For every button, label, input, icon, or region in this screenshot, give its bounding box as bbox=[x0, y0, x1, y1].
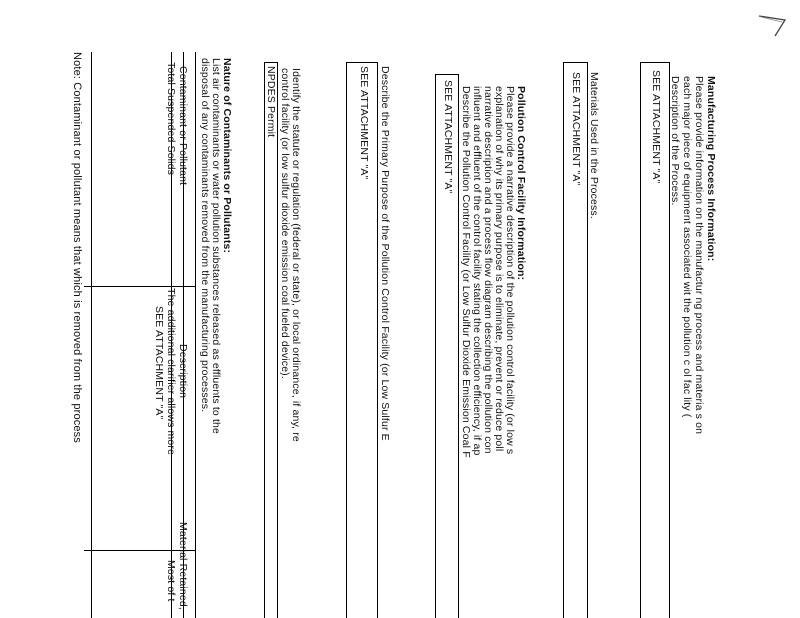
table-bottom-border bbox=[91, 52, 92, 618]
table-attachment-note: SEE ATTACHMENT "A" bbox=[153, 306, 165, 420]
table-cell-description: The additional clarifier allows more bbox=[165, 288, 177, 456]
statute-box bbox=[264, 62, 278, 618]
manufacturing-instruction-3: Description of the Process. bbox=[669, 76, 681, 206]
pollution-control-instruction-1: Please provide a narrative description of the pollution control facility (or low s bbox=[504, 86, 516, 455]
manufacturing-instruction-2: each major piece of equipment associated wit the pollution c ol fac lity ( bbox=[681, 76, 693, 418]
pollution-control-instruction-2: explanation of why its primary purpose is to eliminate, prevent or reduce poll bbox=[493, 86, 505, 452]
pollution-control-instruction-4: influent and effluent of the control facility stating the collection efficiency, if ap bbox=[471, 86, 483, 456]
contaminants-instruction-1: List air contaminants or water pollution substances released as effluents to the bbox=[210, 58, 222, 435]
table-cell-contaminant: Total Suspended Solids bbox=[165, 62, 177, 176]
statute-answer: NPDES Permit bbox=[265, 66, 277, 138]
table-column-divider-1 bbox=[84, 286, 196, 287]
materials-label: Materials Used in the Process. bbox=[588, 72, 600, 219]
pollution-control-answer: SEE ATTACHMENT "A" bbox=[442, 80, 454, 194]
contaminant-definition-note: Note: Contaminant or pollutant means that which is removed from the process bbox=[71, 52, 83, 443]
manufacturing-instruction-1: Please provide information on the manufactur ng process and materia s on bbox=[693, 76, 705, 435]
table-header-contaminant: Contaminant or Pollutant bbox=[177, 66, 189, 186]
pollution-control-instruction-3: narrative description and a process flow diagram describing the pollution con bbox=[482, 86, 494, 454]
table-cell-material-retained: Most of t bbox=[165, 560, 177, 602]
pollution-control-instruction-5: Describe the Pollution Control Facility (or Low Sulfur Dioxide Emission Coal F bbox=[460, 86, 472, 458]
contaminants-instruction-2: disposal of any contaminants removed from the manufacturing processes. bbox=[199, 58, 211, 413]
contaminants-heading: Nature of Contaminants or Pollutants: bbox=[221, 58, 233, 254]
table-header-description: Description bbox=[177, 344, 189, 399]
materials-answer: SEE ATTACHMENT "A" bbox=[570, 72, 582, 186]
pollution-control-heading: Pollution Control Facility Information: bbox=[515, 86, 527, 281]
manufacturing-heading: Manufacturing Process Information: bbox=[705, 76, 717, 262]
primary-purpose-answer: SEE ATTACHMENT "A" bbox=[358, 66, 370, 180]
primary-purpose-label: Describe the Primary Purpose of the Pollution Control Facility (or Low Sulfur E bbox=[379, 66, 391, 441]
process-description-answer: SEE ATTACHMENT "A" bbox=[650, 70, 662, 184]
table-top-border bbox=[195, 52, 196, 618]
statute-instruction-1: Identify the statute or regulation (federal or state), or local ordinance, if any, re bbox=[290, 68, 302, 442]
statute-instruction-2: control facility (or low sulfur dioxide emission coal fueled device). bbox=[279, 68, 291, 379]
table-header-material-retained: Material Retained, bbox=[177, 522, 189, 610]
